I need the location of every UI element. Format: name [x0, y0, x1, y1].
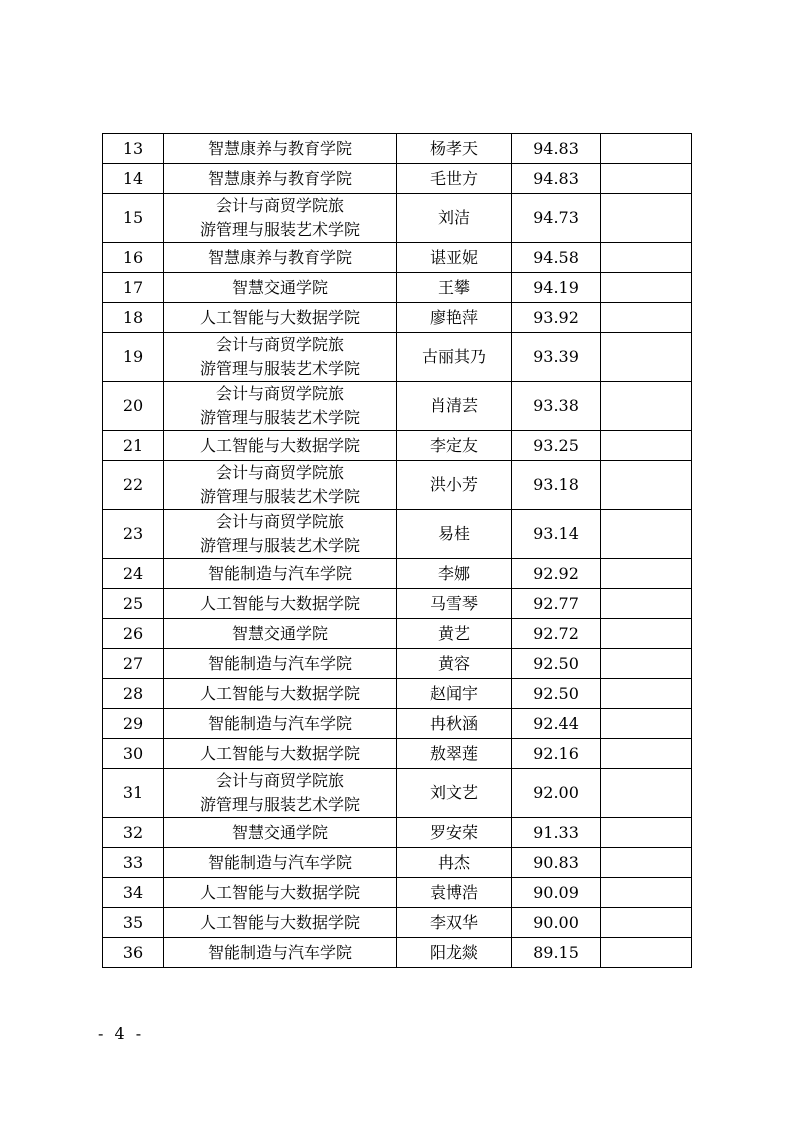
student-name-cell: 黄容	[397, 649, 512, 679]
college-name-line: 智慧交通学院	[231, 822, 328, 842]
table-row	[103, 333, 692, 382]
score-cell: 94.73	[512, 194, 601, 243]
student-name-cell: 敖翠莲	[397, 739, 512, 769]
student-name-cell: 阳龙燚	[397, 938, 512, 968]
college-cell	[164, 589, 397, 619]
table-row	[103, 134, 692, 164]
remark-cell	[601, 134, 692, 164]
college-name-line: 游管理与服装艺术学院	[199, 795, 360, 814]
score-cell: 93.18	[512, 461, 601, 510]
table-row	[103, 709, 692, 739]
remark-cell	[601, 679, 692, 709]
score-cell: 93.92	[512, 303, 601, 333]
college-name-line: 智能制造与汽车学院	[207, 653, 352, 673]
row-number-cell: 34	[103, 878, 164, 908]
student-name-cell: 谌亚妮	[397, 243, 512, 273]
student-name-cell: 赵闻宇	[397, 679, 512, 709]
college-cell	[164, 510, 397, 559]
remark-cell	[601, 769, 692, 818]
college-name-line: 智慧康养与教育学院	[207, 168, 352, 188]
row-number-cell: 30	[103, 739, 164, 769]
college-name-line: 智能制造与汽车学院	[207, 942, 352, 962]
student-name-cell: 洪小芳	[397, 461, 512, 510]
student-name-cell: 黄艺	[397, 619, 512, 649]
score-cell: 93.39	[512, 333, 601, 382]
college-cell	[164, 878, 397, 908]
row-number-cell: 33	[103, 848, 164, 878]
college-cell	[164, 134, 397, 164]
college-name-line: 人工智能与大数据学院	[199, 912, 360, 932]
college-name-line: 游管理与服装艺术学院	[199, 487, 360, 506]
row-number-cell: 13	[103, 134, 164, 164]
college-cell	[164, 431, 397, 461]
score-cell: 93.14	[512, 510, 601, 559]
score-cell: 92.50	[512, 649, 601, 679]
remark-cell	[601, 938, 692, 968]
college-name-line: 智能制造与汽车学院	[207, 713, 352, 733]
college-name-line: 智慧康养与教育学院	[207, 247, 352, 267]
table-row	[103, 461, 692, 510]
college-cell	[164, 649, 397, 679]
college-name-line: 智慧交通学院	[231, 277, 328, 297]
table-row	[103, 559, 692, 589]
student-name-cell: 冉秋涵	[397, 709, 512, 739]
college-cell	[164, 559, 397, 589]
remark-cell	[601, 709, 692, 739]
remark-cell	[601, 818, 692, 848]
table-row	[103, 382, 692, 431]
student-name-cell: 王攀	[397, 273, 512, 303]
remark-cell	[601, 848, 692, 878]
table-row	[103, 510, 692, 559]
remark-cell	[601, 243, 692, 273]
student-name-cell: 马雪琴	[397, 589, 512, 619]
table-row	[103, 679, 692, 709]
score-cell: 92.92	[512, 559, 601, 589]
college-name-line: 人工智能与大数据学院	[199, 435, 360, 455]
college-cell	[164, 938, 397, 968]
college-cell	[164, 769, 397, 818]
row-number-cell: 21	[103, 431, 164, 461]
college-name-line: 人工智能与大数据学院	[199, 307, 360, 327]
college-name-line: 游管理与服装艺术学院	[199, 408, 360, 427]
college-name-line: 智能制造与汽车学院	[207, 852, 352, 872]
remark-cell	[601, 619, 692, 649]
table-row	[103, 619, 692, 649]
score-cell: 92.44	[512, 709, 601, 739]
page-number: - 4 -	[98, 1024, 145, 1043]
college-name-line: 会计与商贸学院旅	[215, 196, 344, 215]
score-cell: 93.38	[512, 382, 601, 431]
college-name-line: 人工智能与大数据学院	[199, 743, 360, 763]
row-number-cell: 32	[103, 818, 164, 848]
college-name-line: 人工智能与大数据学院	[199, 882, 360, 902]
score-cell: 90.83	[512, 848, 601, 878]
college-cell	[164, 243, 397, 273]
table-row	[103, 243, 692, 273]
table-row	[103, 848, 692, 878]
remark-cell	[601, 273, 692, 303]
row-number-cell: 26	[103, 619, 164, 649]
college-cell	[164, 382, 397, 431]
row-number-cell: 24	[103, 559, 164, 589]
row-number-cell: 25	[103, 589, 164, 619]
score-cell: 94.58	[512, 243, 601, 273]
score-cell: 92.72	[512, 619, 601, 649]
table-row	[103, 164, 692, 194]
table-row	[103, 431, 692, 461]
remark-cell	[601, 461, 692, 510]
table-row	[103, 818, 692, 848]
college-cell	[164, 908, 397, 938]
student-name-cell: 李双华	[397, 908, 512, 938]
college-cell	[164, 164, 397, 194]
student-name-cell: 刘文艺	[397, 769, 512, 818]
college-cell	[164, 194, 397, 243]
score-cell: 94.83	[512, 164, 601, 194]
row-number-cell: 36	[103, 938, 164, 968]
student-name-cell: 肖清芸	[397, 382, 512, 431]
student-name-cell: 易桂	[397, 510, 512, 559]
student-name-cell: 毛世方	[397, 164, 512, 194]
score-cell: 90.09	[512, 878, 601, 908]
remark-cell	[601, 589, 692, 619]
college-name-line: 会计与商贸学院旅	[215, 512, 344, 531]
remark-cell	[601, 303, 692, 333]
college-name-line: 智慧康养与教育学院	[207, 138, 352, 158]
student-name-cell: 廖艳萍	[397, 303, 512, 333]
table-row	[103, 589, 692, 619]
college-name-line: 游管理与服装艺术学院	[199, 220, 360, 239]
row-number-cell: 35	[103, 908, 164, 938]
row-number-cell: 19	[103, 333, 164, 382]
college-name-line: 游管理与服装艺术学院	[199, 359, 360, 378]
student-name-cell: 杨孝天	[397, 134, 512, 164]
row-number-cell: 22	[103, 461, 164, 510]
college-cell	[164, 818, 397, 848]
score-cell: 94.83	[512, 134, 601, 164]
remark-cell	[601, 908, 692, 938]
score-cell: 92.00	[512, 769, 601, 818]
row-number-cell: 27	[103, 649, 164, 679]
remark-cell	[601, 431, 692, 461]
remark-cell	[601, 164, 692, 194]
college-name-line: 会计与商贸学院旅	[215, 384, 344, 403]
college-cell	[164, 303, 397, 333]
row-number-cell: 17	[103, 273, 164, 303]
row-number-cell: 16	[103, 243, 164, 273]
college-cell	[164, 273, 397, 303]
score-cell: 92.16	[512, 739, 601, 769]
college-name-line: 智慧交通学院	[231, 623, 328, 643]
college-cell	[164, 679, 397, 709]
student-name-cell: 罗安荣	[397, 818, 512, 848]
row-number-cell: 18	[103, 303, 164, 333]
college-name-line: 智能制造与汽车学院	[207, 563, 352, 583]
remark-cell	[601, 510, 692, 559]
remark-cell	[601, 382, 692, 431]
score-cell: 93.25	[512, 431, 601, 461]
remark-cell	[601, 333, 692, 382]
score-cell: 94.19	[512, 273, 601, 303]
student-name-cell: 冉杰	[397, 848, 512, 878]
remark-cell	[601, 194, 692, 243]
score-cell: 90.00	[512, 908, 601, 938]
college-cell	[164, 461, 397, 510]
row-number-cell: 31	[103, 769, 164, 818]
row-number-cell: 15	[103, 194, 164, 243]
college-name-line: 人工智能与大数据学院	[199, 683, 360, 703]
college-name-line: 会计与商贸学院旅	[215, 335, 344, 354]
college-name-line: 会计与商贸学院旅	[215, 771, 344, 790]
table-row	[103, 938, 692, 968]
table-row	[103, 194, 692, 243]
table-row	[103, 273, 692, 303]
row-number-cell: 23	[103, 510, 164, 559]
remark-cell	[601, 878, 692, 908]
row-number-cell: 28	[103, 679, 164, 709]
college-cell	[164, 709, 397, 739]
row-number-cell: 20	[103, 382, 164, 431]
ranking-table-body	[103, 134, 692, 968]
row-number-cell: 14	[103, 164, 164, 194]
college-cell	[164, 739, 397, 769]
score-cell: 92.77	[512, 589, 601, 619]
college-cell	[164, 333, 397, 382]
remark-cell	[601, 559, 692, 589]
college-name-line: 会计与商贸学院旅	[215, 463, 344, 482]
row-number-cell: 29	[103, 709, 164, 739]
table-row	[103, 739, 692, 769]
college-name-line: 游管理与服装艺术学院	[199, 536, 360, 555]
table-row	[103, 649, 692, 679]
student-name-cell: 袁博浩	[397, 878, 512, 908]
student-name-cell: 李娜	[397, 559, 512, 589]
student-name-cell: 刘洁	[397, 194, 512, 243]
score-cell: 89.15	[512, 938, 601, 968]
student-name-cell: 李定友	[397, 431, 512, 461]
table-row	[103, 303, 692, 333]
remark-cell	[601, 739, 692, 769]
college-name-line: 人工智能与大数据学院	[199, 593, 360, 613]
ranking-table	[102, 133, 692, 968]
score-cell: 91.33	[512, 818, 601, 848]
college-cell	[164, 619, 397, 649]
remark-cell	[601, 649, 692, 679]
student-name-cell: 古丽其乃	[397, 333, 512, 382]
table-row	[103, 769, 692, 818]
score-cell: 92.50	[512, 679, 601, 709]
table-row	[103, 878, 692, 908]
table-row	[103, 908, 692, 938]
college-cell	[164, 848, 397, 878]
